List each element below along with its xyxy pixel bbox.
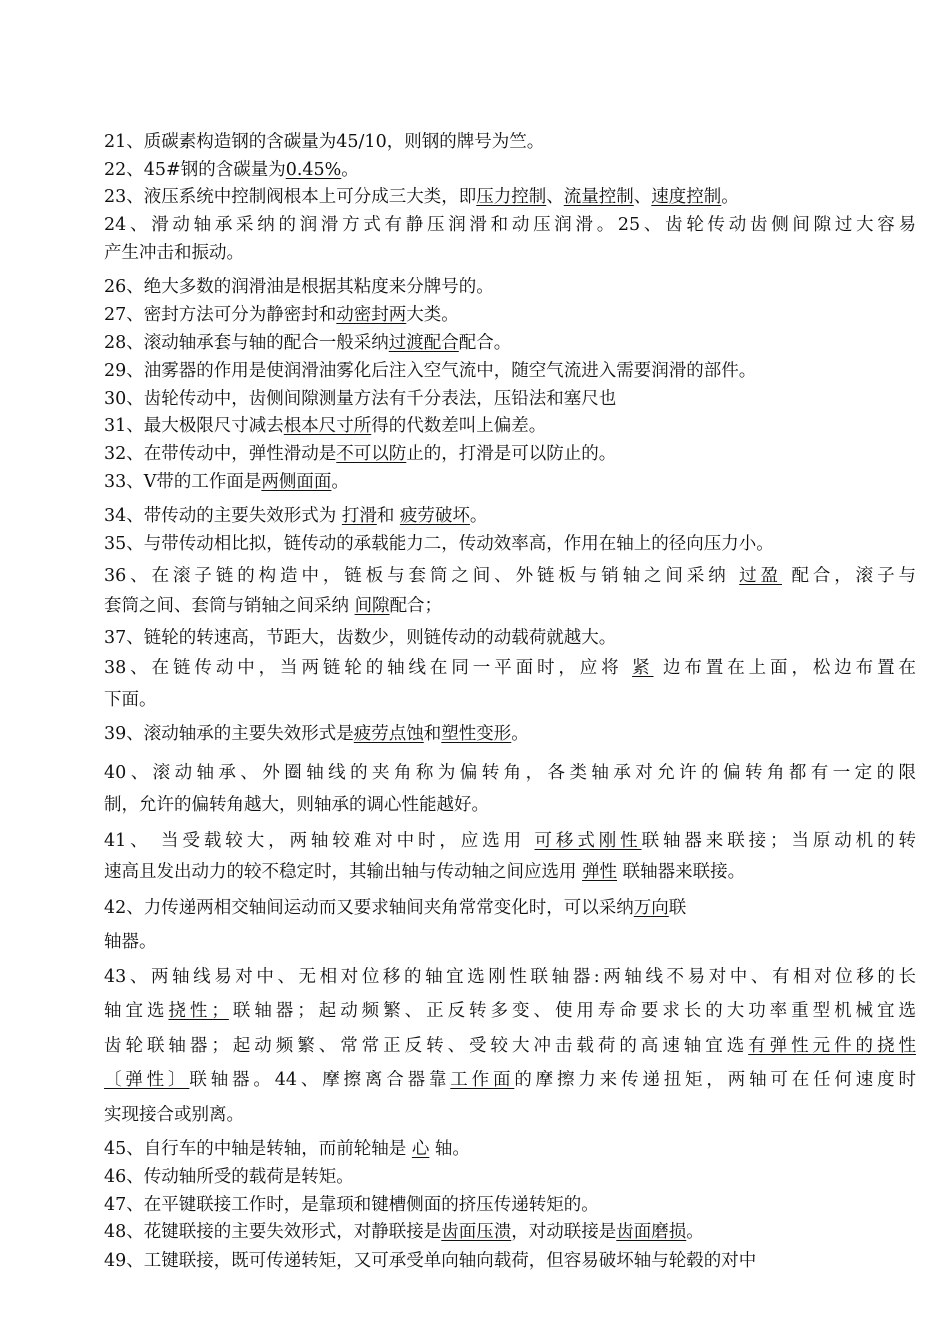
text-segment: 联轴器。44、摩擦离合器靠	[189, 1070, 451, 1090]
underlined-answer: 紧	[632, 658, 654, 678]
underlined-answer: 流量控制	[563, 187, 634, 207]
text-line	[104, 897, 916, 919]
text-segment: 下面。	[104, 690, 157, 710]
text-line	[104, 1194, 916, 1216]
text-line	[104, 304, 916, 326]
text-segment: 49、工键联接，既可传递转矩，又可承受单向轴向载荷，但容易破坏轴与轮毂的对中	[104, 1251, 757, 1271]
text-line	[104, 966, 916, 988]
underlined-answer: 疲劳破坏	[399, 506, 470, 526]
text-segment: 。	[341, 160, 359, 180]
text-segment: 39、滚动轴承的主要失效形式是	[104, 724, 354, 744]
underlined-answer: 塑性变形	[441, 724, 512, 744]
text-segment: 、	[633, 187, 652, 207]
text-line	[104, 242, 916, 264]
text-segment: 轴宜选	[104, 1001, 169, 1021]
text-segment: 23、液压系统中控制阀根本上可分成三大类，即	[104, 187, 477, 207]
text-segment: 配合；	[389, 596, 443, 616]
text-line	[104, 186, 916, 208]
text-segment: 联轴器来联接；当原动机的转	[641, 831, 916, 851]
text-segment: 27、密封方法可分为静密封和	[104, 305, 337, 325]
text-segment: 得的代数差叫上偏差。	[371, 416, 547, 436]
text-line	[104, 276, 916, 298]
text-segment: 30、齿轮传动中，齿侧间隙测量方法有千分表法，压铅法和塞尺也	[104, 389, 617, 409]
underlined-answer: 根本尺寸所	[283, 416, 372, 436]
text-segment: 47、在平键联接工作时，是靠顼和键槽侧面的挤压传递转矩的。	[104, 1195, 599, 1215]
text-line	[104, 595, 916, 617]
text-segment: 40、滚动轴承、外圈轴线的夹角称为偏转角，各类轴承对允许的偏转角都有一定的限	[104, 763, 916, 783]
underlined-answer: 〔弹性〕	[104, 1070, 190, 1090]
underlined-answer: 疲劳点蚀	[353, 724, 424, 744]
text-line	[104, 627, 916, 649]
text-line	[104, 1250, 916, 1272]
text-line	[104, 794, 916, 816]
text-line	[104, 214, 916, 236]
text-segment: 。	[511, 724, 529, 744]
text-segment: 和	[376, 506, 400, 526]
text-line	[104, 723, 916, 745]
text-line	[104, 471, 916, 493]
underlined-answer: 齿面磨损	[616, 1222, 687, 1242]
text-line	[104, 159, 916, 181]
text-segment: 36、在滚子链的构造中，链板与套筒之间、外链板与销轴之间采纳	[104, 566, 740, 586]
text-segment: 实现接合或别离。	[104, 1105, 244, 1125]
underlined-answer: 过渡配合	[388, 333, 459, 353]
text-line	[104, 1104, 916, 1126]
text-line	[104, 762, 916, 784]
text-segment: 速高且发出动力的较不稳定时，其输出轴与传动轴之间应选用	[104, 862, 583, 882]
underlined-answer: 可移式刚性	[534, 831, 642, 851]
text-line	[104, 830, 916, 852]
text-segment: 35、与带传动相比拟，链传动的承载能力二，传动效率高，作用在轴上的径向压力小。	[104, 534, 774, 554]
text-segment: 45、自行车的中轴是转轴，而前轮轴是	[104, 1139, 412, 1159]
text-segment: 联	[668, 898, 687, 918]
text-segment: 。	[686, 1222, 704, 1242]
text-segment: 大类。	[406, 305, 459, 325]
text-segment: 21、质碳素构造钢的含碳量为45/10，则钢的牌号为竺。	[104, 132, 545, 152]
text-line	[104, 1138, 916, 1160]
text-segment: 和	[423, 724, 442, 744]
text-segment: 38、在链传动中，当两链轮的轴线在同一平面时，应将	[104, 658, 633, 678]
text-segment: 26、绝大多数的润滑油是根据其粘度来分牌号的。	[104, 277, 494, 297]
text-line	[104, 1069, 916, 1091]
text-segment: 联轴器；起动频繁、正反转多变、使用寿命要求长的大功率重型机械宜选	[228, 1001, 916, 1021]
text-line	[104, 332, 916, 354]
underlined-answer: 动密封两	[336, 305, 407, 325]
underlined-answer: 压力控制	[476, 187, 547, 207]
text-segment: 、	[546, 187, 564, 207]
text-segment: 套筒之间、套筒与销轴之间采纳	[104, 596, 355, 616]
text-segment: 31、最大极限尺寸减去	[104, 416, 284, 436]
text-segment: 28、滚动轴承套与轴的配合一般采纳	[104, 333, 389, 353]
text-segment: 33、V带的工作面是	[104, 472, 262, 492]
underlined-answer: 间隙	[354, 596, 390, 616]
text-line	[104, 533, 916, 555]
underlined-answer: 齿面压溃	[441, 1222, 512, 1242]
text-segment: 42、力传递两相交轴间运动而又要求轴间夹角常常变化时，可以采纳	[104, 898, 634, 918]
text-segment: 产生冲击和振动。	[104, 243, 244, 263]
text-segment: ，对动联接是	[511, 1222, 617, 1242]
text-line	[104, 657, 916, 679]
text-segment: 轴。	[429, 1139, 470, 1159]
underlined-answer: 速度控制	[651, 187, 722, 207]
text-segment: 止的，打滑是可以防止的。	[406, 444, 617, 464]
text-segment: 配合。	[458, 333, 512, 353]
text-line	[104, 1000, 916, 1022]
text-segment: 配合，滚子与	[781, 566, 916, 586]
text-segment: 32、在带传动中，弹性滑动是	[104, 444, 337, 464]
underlined-answer: 打滑	[341, 506, 377, 526]
underlined-answer: 过盈	[739, 566, 782, 586]
text-segment: 41、 当受载较大，两轴较难对中时，应选用	[104, 831, 535, 851]
text-segment: 制，允许的偏转角越大，则轴承的调心性能越好。	[104, 795, 489, 815]
text-segment: 的摩擦力来传递扭矩，两轴可在任何速度时	[514, 1070, 916, 1090]
underlined-answer: 0.45%	[285, 160, 342, 180]
underlined-answer: 有弹性元件的挠性	[748, 1036, 916, 1056]
underlined-answer: 两侧面面	[261, 472, 332, 492]
text-line	[104, 689, 916, 711]
text-segment: 。	[331, 472, 349, 492]
text-segment: 边布置在上面，松边布置在	[653, 658, 916, 678]
text-line	[104, 505, 916, 527]
text-segment: 34、带传动的主要失效形式为	[104, 506, 342, 526]
text-segment: 22、45#钢的含碳量为	[104, 160, 286, 180]
text-line	[104, 360, 916, 382]
text-segment: 29、油雾器的作用是使润滑油雾化后注入空气流中，随空气流进入需要润滑的部件。	[104, 361, 757, 381]
text-line	[104, 1221, 916, 1243]
text-line	[104, 565, 916, 587]
text-segment: 。	[721, 187, 739, 207]
underlined-answer: 心	[411, 1139, 430, 1159]
text-line	[104, 388, 916, 410]
text-line	[104, 1166, 916, 1188]
text-segment: 。	[469, 506, 488, 526]
text-segment: 43、两轴线易对中、无相对位移的轴宜选刚性联轴器:两轴线不易对中、有相对位移的长	[104, 967, 916, 987]
text-segment: 24、滑动轴承采纳的润滑方式有静压润滑和动压润滑。25、齿轮传动齿侧间隙过大容易	[104, 215, 916, 235]
text-segment: 37、链轮的转速高，节距大，齿数少，则链传动的动载荷就越大。	[104, 628, 617, 648]
text-line	[104, 861, 916, 883]
underlined-answer: 挠性；	[168, 1001, 229, 1021]
text-segment: 48、花键联接的主要失效形式，对静联接是	[104, 1222, 442, 1242]
text-line	[104, 931, 916, 953]
text-line	[104, 415, 916, 437]
underlined-answer: 弹性	[582, 862, 618, 882]
underlined-answer: 不可以防	[336, 444, 407, 464]
text-segment: 46、传动轴所受的载荷是转矩。	[104, 1167, 354, 1187]
underlined-answer: 工作面	[450, 1070, 515, 1090]
text-line	[104, 131, 916, 153]
text-segment: 联轴器来联接。	[617, 862, 746, 882]
underlined-answer: 万向	[633, 898, 669, 918]
text-line	[104, 1035, 916, 1057]
text-segment: 齿轮联轴器；起动频繁、常常正反转、受较大冲击载荷的高速轴宜选	[104, 1036, 749, 1056]
text-line	[104, 443, 916, 465]
text-segment: 轴器。	[104, 932, 157, 952]
